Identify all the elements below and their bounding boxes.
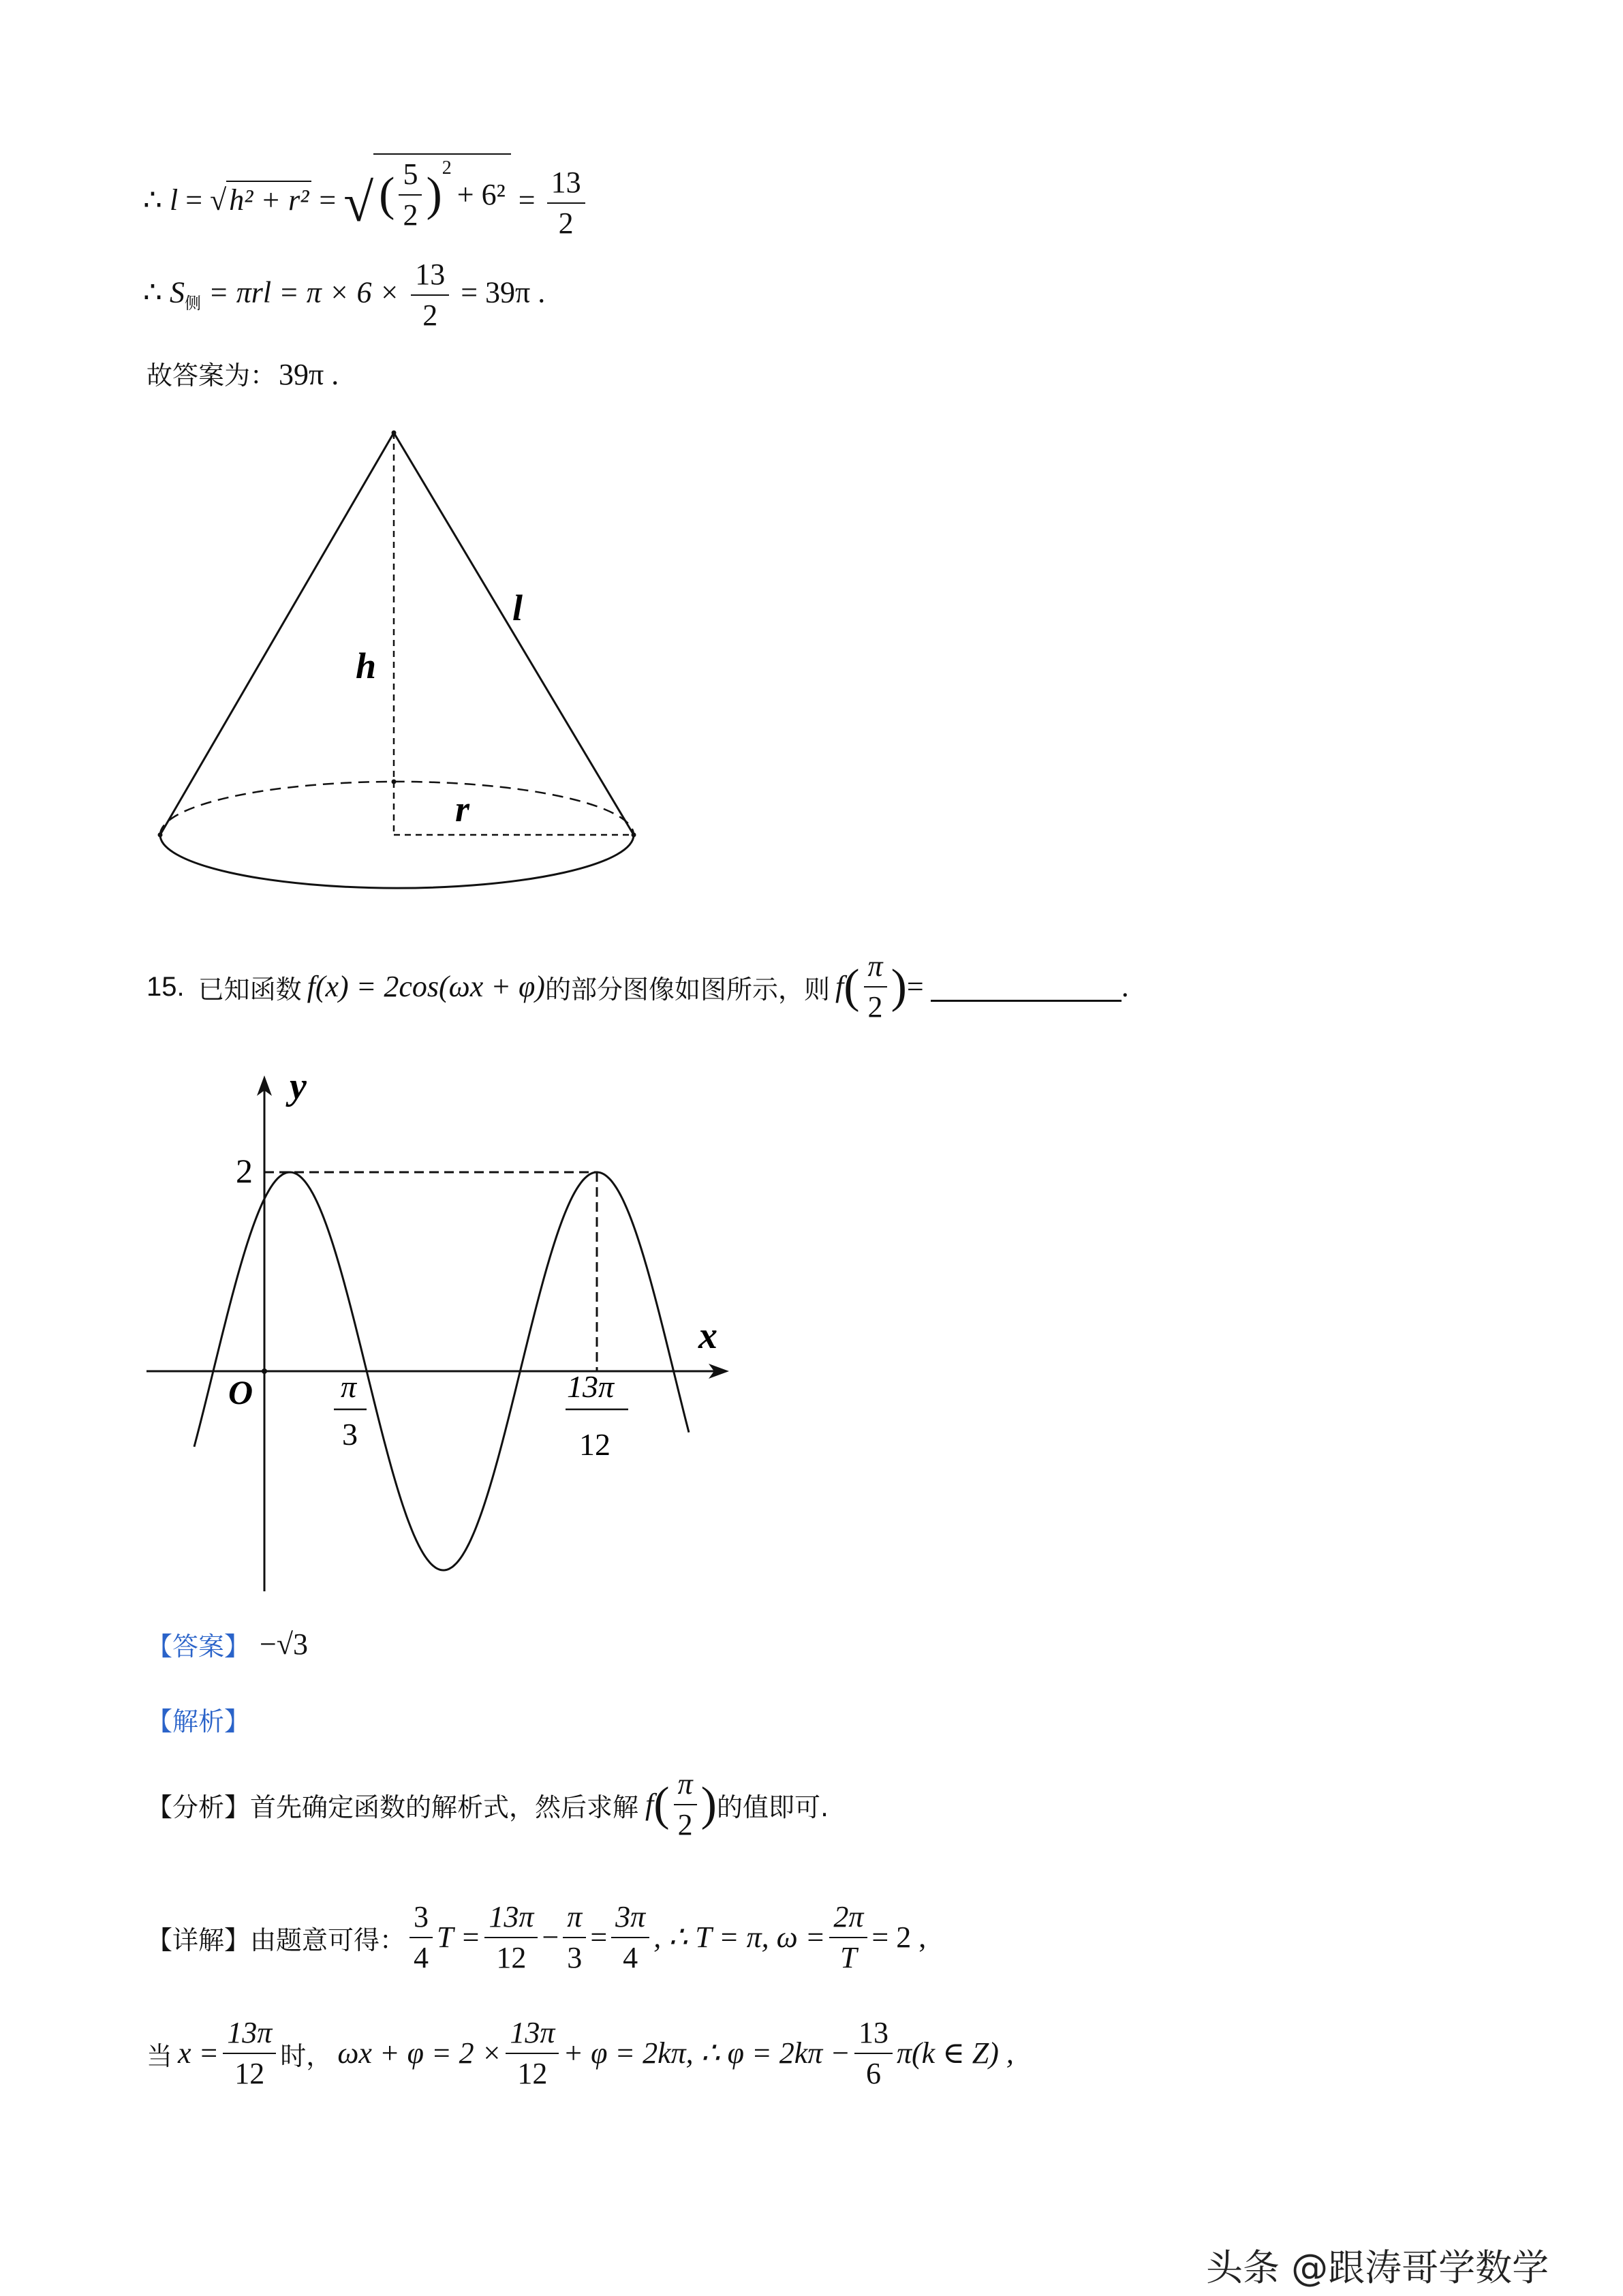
answer-value: −√3	[260, 1627, 308, 1661]
frac-num: π	[563, 1901, 586, 1938]
sqrt-sign: √	[210, 183, 227, 217]
var-T: T =	[437, 1920, 481, 1955]
frac-den: 2	[677, 1808, 693, 1842]
base-right-point	[632, 833, 636, 838]
fenxi-tag: 【分析】	[146, 1792, 251, 1822]
answer-row	[146, 1625, 308, 1663]
origin-label: O	[228, 1373, 253, 1411]
dang-text: 当	[146, 2040, 173, 2071]
apex-point	[392, 431, 397, 435]
frac-den: 2	[558, 206, 574, 241]
exponent: 2	[442, 157, 452, 179]
eq-sign: =	[518, 183, 536, 217]
eq-sign: =	[906, 970, 924, 1004]
answer-blank[interactable]	[931, 973, 1122, 1002]
frac-num: 5	[399, 159, 422, 196]
base-front-arc	[160, 835, 634, 888]
period-expression: , ∴ T = π, ω =	[653, 1920, 826, 1955]
period: .	[1121, 970, 1129, 1004]
subscript-side: 侧	[185, 294, 201, 313]
cone-diagram	[136, 416, 668, 906]
radicand-large: ( $\frac{5}{2}$ ) $^2$ + 6²	[373, 153, 511, 235]
fenxi-row: 【分析】 首先确定函数的解析式，然后求解 f ( $\frac{\pi}{2}$ ) 的值即可.	[146, 1767, 829, 1842]
equation-lateral-area	[143, 259, 545, 331]
tick2-num: 13π	[567, 1369, 615, 1404]
frac-num: 13π	[223, 2017, 276, 2054]
frac-num: 13	[411, 259, 449, 296]
label-l: l	[512, 587, 523, 628]
frac-den: 2	[422, 299, 438, 333]
question-number: 15.	[146, 971, 185, 1002]
tick2-den: 12	[579, 1427, 610, 1462]
frac-den: 4	[623, 1941, 638, 1975]
x-eq: x =	[178, 2036, 219, 2070]
expr2: + φ = 2kπ, ∴ φ = 2kπ −	[563, 2036, 850, 2070]
frac-num: 13	[547, 167, 585, 204]
frac-den: 4	[414, 1941, 429, 1975]
x-label: x	[698, 1315, 717, 1357]
answer-tag: 【答案】	[146, 1632, 251, 1662]
eq-sign: =	[590, 1920, 608, 1955]
frac-num: 2π	[829, 1901, 867, 1938]
base-back-arc	[160, 782, 634, 835]
frac-num: π	[864, 951, 887, 988]
frac-num: 13	[854, 2017, 893, 2054]
func-f: f	[645, 1788, 654, 1822]
watermark: 头条 @跟涛哥学数学	[1206, 2246, 1549, 2289]
frac-num: 13π	[484, 1901, 538, 1938]
var-l: l	[170, 183, 179, 217]
y-label: y	[290, 1065, 307, 1107]
minus-sign: −	[542, 1920, 559, 1955]
frac-den: T	[840, 1941, 857, 1975]
question-text-a: 已知函数	[198, 974, 302, 1005]
center-point	[392, 780, 397, 784]
plus-six-squared: + 6²	[457, 178, 506, 212]
fenxi-tail: 的值即可.	[716, 1792, 829, 1822]
origin-point	[262, 1368, 267, 1374]
sqrt-sign-large: √	[343, 173, 374, 234]
eq-sign: =	[319, 183, 337, 217]
eq-sign: =	[185, 183, 203, 217]
frac-num: 13π	[506, 2017, 559, 2054]
xiangjie-text: 由题意可得：	[250, 1925, 406, 1955]
therefore-symbol: ∴	[143, 275, 162, 309]
frac-den: 12	[496, 1941, 527, 1975]
frac-num: 3	[409, 1901, 433, 1938]
label-r: r	[455, 789, 470, 829]
function-expression: f(x) = 2cos(ωx + φ)	[307, 970, 545, 1004]
expr3: π(k ∈ Z) ,	[896, 2036, 1014, 2070]
var-S: S	[170, 275, 185, 309]
cone-side-right	[394, 433, 634, 835]
tick1-den: 3	[342, 1417, 358, 1452]
tick1-num: π	[341, 1369, 357, 1404]
analysis-row	[146, 1700, 250, 1738]
radicand: h² + r²	[226, 181, 311, 217]
expression: = πrl = π × 6 ×	[208, 275, 400, 309]
cone-side-left	[160, 433, 394, 835]
answer-line	[146, 354, 339, 392]
frac-den: 12	[517, 2057, 548, 2091]
answer-prefix: 故答案为：	[146, 361, 277, 391]
cosine-graph	[136, 1063, 749, 1602]
result: = 39π .	[461, 275, 546, 309]
frac-den: 2	[403, 198, 418, 232]
xiangjie-row	[146, 1901, 926, 1974]
question-text-b: 的部分图像如图所示，则	[544, 974, 830, 1005]
phase-row	[146, 2017, 1014, 2090]
expr1: ωx + φ = 2 ×	[337, 2036, 502, 2070]
question-15: 15. 已知函数 f(x) = 2cos(ωx + φ) 的部分图像如图所示，则 f ( $\frac{\pi}{2}$ ) = .	[146, 949, 1129, 1024]
xiangjie-tag: 【详解】	[146, 1925, 251, 1955]
equation-slant-height	[143, 153, 589, 239]
therefore-symbol: ∴	[143, 183, 162, 217]
frac-den: 6	[865, 2057, 881, 2091]
frac-den: 12	[234, 2057, 265, 2091]
base-left-point	[158, 833, 163, 838]
shi-text: 时，	[280, 2040, 333, 2071]
omega-result: = 2 ,	[871, 1920, 927, 1955]
frac-den: 2	[867, 990, 883, 1024]
analysis-tag: 【解析】	[146, 1706, 251, 1736]
frac-num: π	[674, 1769, 697, 1805]
frac-den: 3	[567, 1941, 583, 1975]
y-tick-2: 2	[236, 1152, 253, 1190]
fenxi-text: 首先确定函数的解析式，然后求解	[250, 1792, 639, 1822]
label-h: h	[356, 645, 377, 686]
answer-math: 39π .	[279, 358, 339, 391]
frac-num: 3π	[611, 1901, 649, 1938]
func-f: f	[835, 970, 844, 1004]
